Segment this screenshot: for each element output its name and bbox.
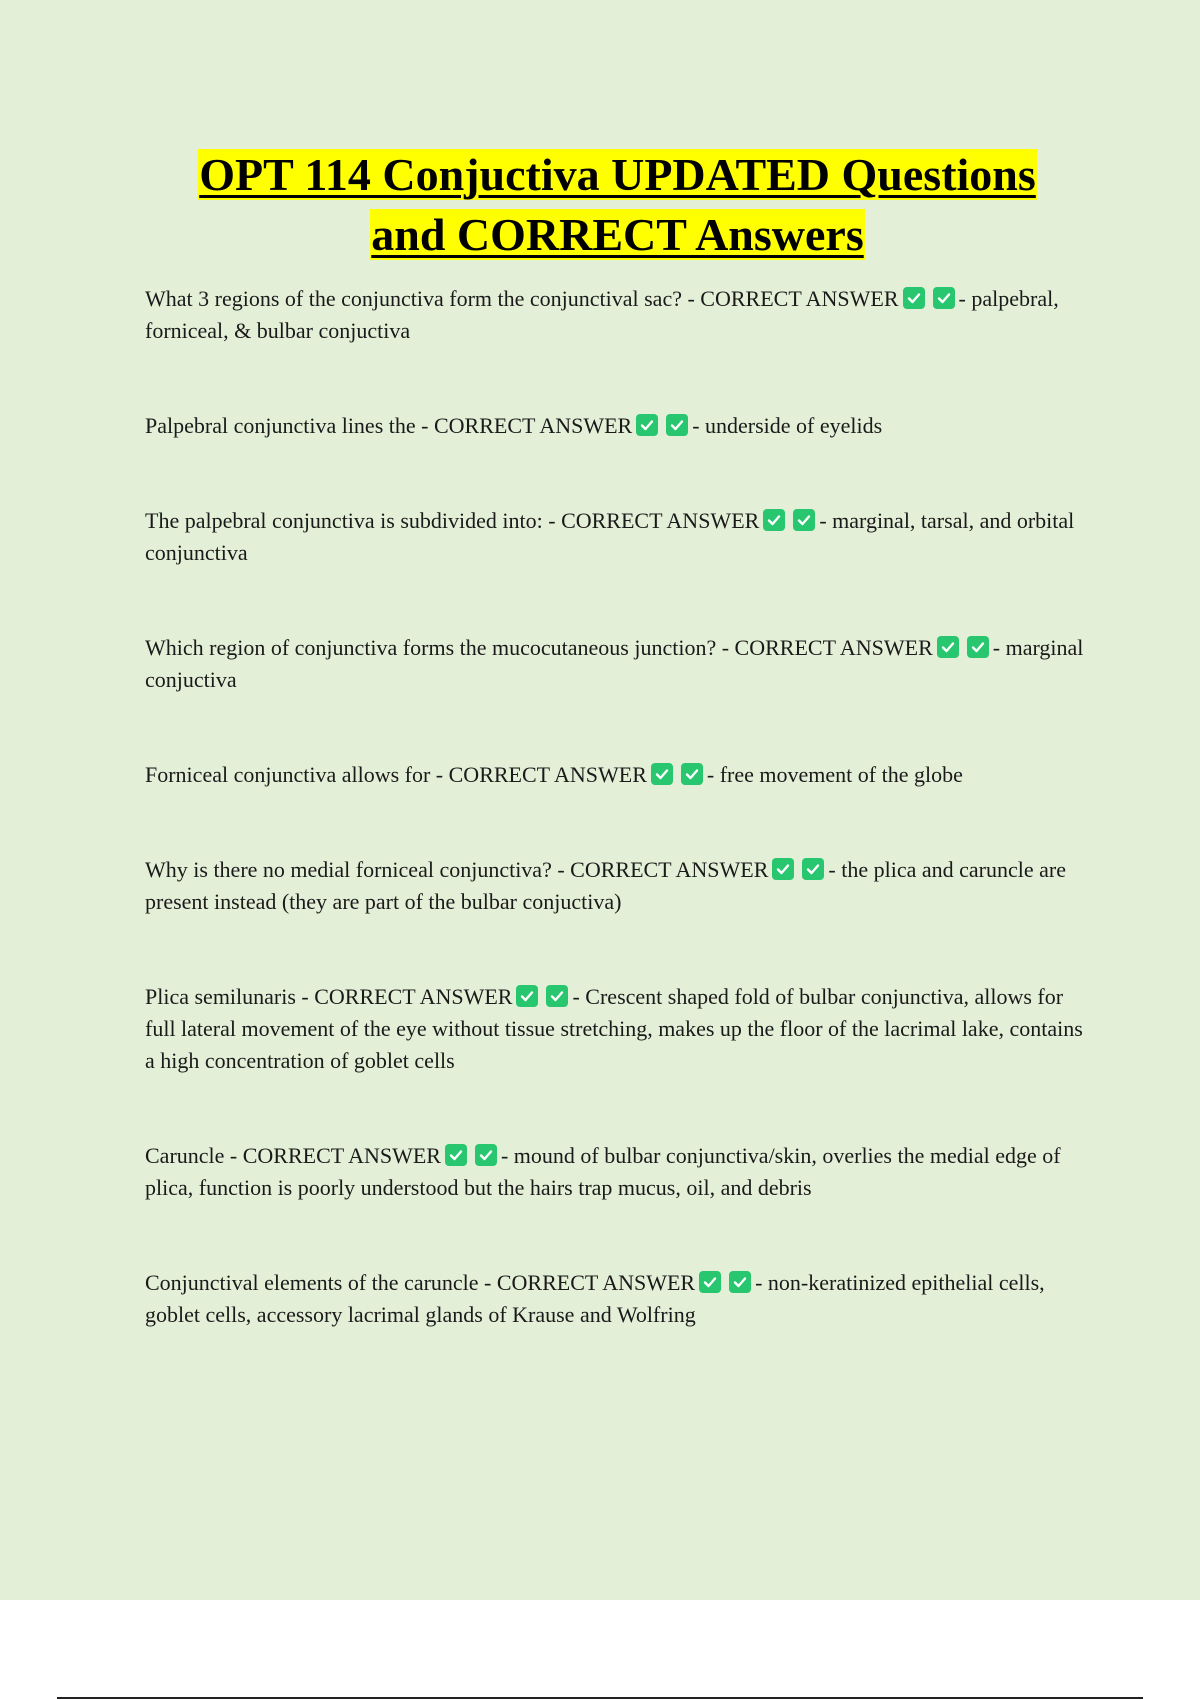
checkmark-icon — [666, 414, 688, 436]
qa-item — [145, 410, 1085, 442]
question-text: What 3 regions of the conjunctiva form the conjunctival sac? - CORRECT ANSWER — [145, 286, 899, 311]
checkmark-icon — [933, 287, 955, 309]
question-text: Plica semilunaris - CORRECT ANSWER — [145, 984, 513, 1009]
checkmark-icon — [546, 985, 568, 1007]
answer-text: - palpebral, forniceal, & bulbar conjuctiva — [145, 286, 1059, 343]
question-text: Palpebral conjunctiva lines the - CORRECT ANSWER — [145, 413, 633, 438]
question-text: Which region of conjunctiva forms the mucocutaneous junction? - CORRECT ANSWER — [145, 635, 933, 660]
title-line-2: and CORRECT Answers — [371, 209, 864, 260]
checkmark-icon — [802, 858, 824, 880]
answer-text: - the plica and caruncle are present instead (they are part of the bulbar conjuctiva) — [145, 857, 1066, 914]
qa-item — [145, 1267, 1085, 1331]
checkmark-icon — [699, 1271, 721, 1293]
checkmark-icon — [903, 287, 925, 309]
question-text: The palpebral conjunctiva is subdivided into: - CORRECT ANSWER — [145, 508, 760, 533]
checkmark-icon — [651, 763, 673, 785]
title-line-1: OPT 114 Conjuctiva UPDATED Questions — [199, 149, 1036, 200]
checkmark-icon — [681, 763, 703, 785]
answer-text: - non-keratinized epithelial cells, goblet cells, accessory lacrimal glands of Krause and Wolfring — [145, 1270, 1045, 1327]
qa-item — [145, 981, 1085, 1077]
answer-text: - underside of eyelids — [692, 413, 883, 438]
footer-divider — [57, 1697, 1143, 1699]
checkmark-icon — [729, 1271, 751, 1293]
qa-item — [145, 854, 1085, 918]
answer-text: - free movement of the globe — [706, 762, 963, 787]
question-text: Caruncle - CORRECT ANSWER — [145, 1143, 441, 1168]
checkmark-icon — [516, 985, 538, 1007]
answer-text: - marginal conjuctiva — [145, 635, 1084, 692]
answer-text: - Crescent shaped fold of bulbar conjunctiva, allows for full lateral movement of the eye without tissue stretching, makes up the floor of the lacrimal lake, contains a high concentration of goblet cells — [145, 984, 1083, 1073]
checkmark-icon — [475, 1144, 497, 1166]
question-text: Why is there no medial forniceal conjunctiva? - CORRECT ANSWER — [145, 857, 769, 882]
checkmark-icon — [772, 858, 794, 880]
answer-text: - mound of bulbar conjunctiva/skin, overlies the medial edge of plica, function is poorly understood but the hairs trap mucus, oil, and debris — [145, 1143, 1061, 1200]
checkmark-icon — [793, 509, 815, 531]
qa-item — [145, 759, 1085, 791]
checkmark-icon — [937, 636, 959, 658]
qa-item — [145, 283, 1085, 347]
checkmark-icon — [445, 1144, 467, 1166]
qa-item — [145, 632, 1085, 696]
checkmark-icon — [763, 509, 785, 531]
qa-item — [145, 505, 1085, 569]
document-title — [100, 145, 1135, 265]
qa-item — [145, 1140, 1085, 1204]
question-text: Conjunctival elements of the caruncle - CORRECT ANSWER — [145, 1270, 696, 1295]
checkmark-icon — [636, 414, 658, 436]
qa-list — [145, 283, 1085, 1394]
checkmark-icon — [967, 636, 989, 658]
question-text: Forniceal conjunctiva allows for - CORRECT ANSWER — [145, 762, 647, 787]
answer-text: - marginal, tarsal, and orbital conjunctiva — [145, 508, 1075, 565]
